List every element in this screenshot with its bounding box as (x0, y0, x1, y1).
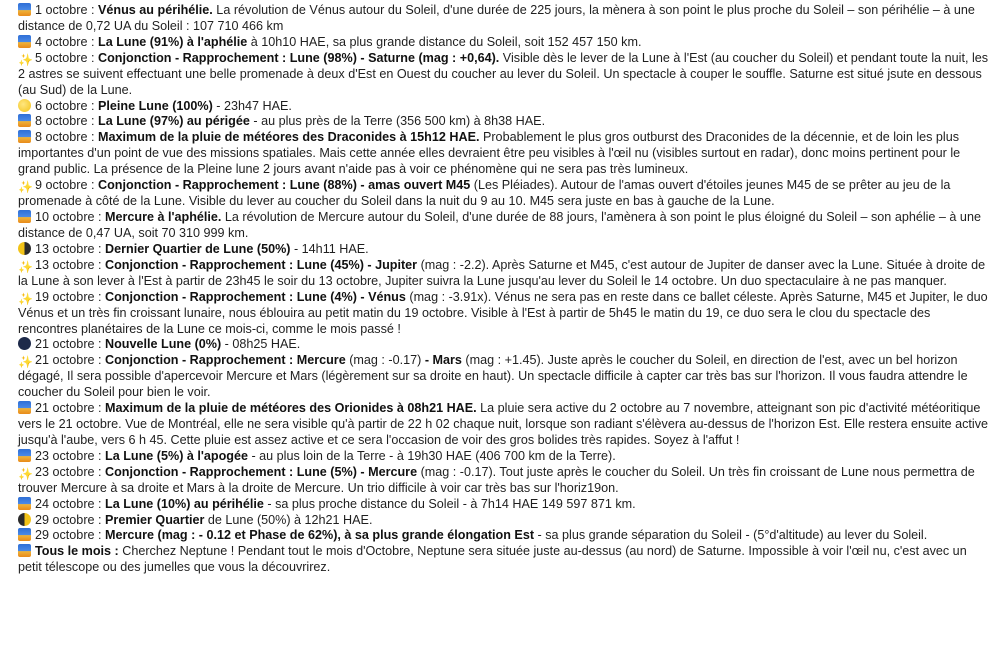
sparkles-icon: ✨ (18, 355, 33, 370)
event-title: Conjonction - Rapprochement : Lune (98%) - Saturne (mag : +0,64). (98, 50, 500, 65)
event-item (18, 258, 992, 290)
event-date: 8 octobre : (35, 130, 99, 145)
photo-icon (18, 544, 31, 557)
event-text: (mag : -0.17) (345, 353, 425, 368)
photo-icon (18, 210, 31, 223)
event-text: La révolution de Vénus autour du Soleil, d'une durée de 225 jours, la mènera à son point le plus proche du Soleil – son périhélie – à une distance de 0,72 UA du Soleil : 107 710 466 km (18, 3, 975, 33)
event-item (18, 497, 992, 513)
full-moon-icon (18, 99, 31, 112)
event-title: Tous le mois : (35, 544, 119, 559)
event-title: Vénus au périhélie. (98, 3, 213, 17)
event-text: (mag : -0.17). Tout juste après le coucher du Soleil. Un très fin croissant de Lune nous permettra de trouver Mercure à sa droite et Mars à la droite de Mercure. Un trio difficile à voir car très bas sur l'horiz19on. (18, 464, 975, 495)
photo-icon (18, 35, 31, 48)
event-item (18, 3, 992, 35)
event-text: de Lune (50%) à 12h21 HAE. (204, 512, 373, 527)
photo-icon (18, 497, 31, 510)
sparkles-icon: ✨ (18, 291, 33, 306)
event-title: La Lune (91%) à l'aphélie (98, 34, 248, 49)
sparkles-icon: ✨ (18, 52, 33, 67)
event-date: 9 octobre : (35, 178, 99, 193)
last-quarter-icon (18, 242, 31, 255)
event-text: - 14h11 HAE. (290, 241, 369, 256)
event-date: 24 octobre : (35, 496, 106, 511)
event-date: 29 octobre : (35, 512, 106, 527)
event-text: à 10h10 HAE, sa plus grande distance du Soleil, soit 152 457 150 km. (247, 34, 642, 49)
event-item (18, 544, 992, 576)
event-item (18, 465, 992, 497)
first-quarter-icon (18, 513, 31, 526)
event-item (18, 114, 992, 130)
event-item (18, 449, 992, 465)
photo-icon (18, 528, 31, 541)
event-text: La révolution de Mercure autour du Soleil, d'une durée de 88 jours, l'amènera à son point le plus éloigné du Soleil – son aphélie – à une distance de 0,47 UA, soit 70 310 999 km. (18, 209, 981, 240)
event-date: 21 octobre : (35, 353, 106, 368)
event-title: Mercure (mag : - 0.12 et Phase de 62%), à sa plus grande élongation Est (105, 528, 535, 543)
event-text: (Les Pléiades). Autour de l'amas ouvert d'étoiles jeunes M45 de se prêter au jeu de la promenade à côté de la Lune. Visible du lever au coucher du Soleil dans la nuit du 9 au 10. M45 sera juste en bas à gauche de la Lune. (18, 178, 951, 209)
event-date: 29 octobre : (35, 528, 106, 543)
sparkles-icon: ✨ (18, 259, 33, 274)
event-text: Visible dès le lever de la Lune à l'Est (au coucher du Soleil) et pendant toute la nuit, les 2 astres se suivent effectuant une belle promenade à deux d'Est en Ouest du coucher au lever du Soleil. Un spectacle à couper le souffle. Saturne est situé jsute en dessous (au Sud) de la Lune. (18, 50, 989, 97)
sparkles-icon: ✨ (18, 466, 33, 481)
event-item (18, 99, 992, 115)
event-title: Maximum de la pluie de météores des Draconides à 15h12 HAE. (98, 130, 480, 145)
event-text: (mag : -2.2). Après Saturne et M45, c'est autour de Jupiter de danser avec la Lune. Située à droite de la Lune à son lever à l'Est à partir de 23h45 le soir du 13 octobre, Jupiter suivra la Lune jusqu'au lever du Soleil le 14 octobre. Un duo spectaculaire à ne pas manquer. (18, 257, 986, 288)
event-date: 13 octobre : (35, 257, 106, 272)
event-title: Conjonction - Rapprochement : Lune (45%) - Jupiter (105, 257, 418, 272)
event-item (18, 51, 992, 99)
event-title: Premier Quartier (105, 512, 205, 527)
event-title: Pleine Lune (100%) (98, 98, 213, 113)
event-text: - 08h25 HAE. (221, 337, 301, 352)
event-text: - sa plus grande séparation du Soleil - (5°d'altitude) au lever du Soleil. (534, 528, 928, 543)
event-date: 1 octobre : (35, 3, 99, 17)
event-text: - au plus près de la Terre (356 500 km) à 8h38 HAE. (249, 114, 546, 129)
event-item (18, 337, 992, 353)
event-date: 19 octobre : (35, 289, 106, 304)
photo-icon (18, 3, 31, 16)
event-title-secondary: - Mars (424, 353, 462, 368)
event-date: 8 octobre : (35, 114, 99, 129)
event-text: (mag : -3.91x). Vénus ne sera pas en reste dans ce ballet céleste. Après Saturne, M45 et Jupiter, le duo Vénus et un très fin croissant lunaire, nous éblouira au petit matin du 19 octobre. Visible à l'Est à partir de 5h45 le matin du 19, ce duo sera le clou du spectacle des rencontres planétaires de la Lune ce mois-ci, comme le mois passé ! (18, 289, 988, 336)
photo-icon (18, 401, 31, 414)
event-title: La Lune (10%) au périhélie (105, 496, 264, 511)
event-date: 21 octobre : (35, 401, 106, 416)
event-title: Conjonction - Rapprochement : Lune (88%) - amas ouvert M45 (98, 178, 471, 193)
event-item (18, 290, 992, 338)
event-date: 23 octobre : (35, 464, 106, 479)
event-date: 23 octobre : (35, 448, 106, 463)
photo-icon (18, 114, 31, 127)
event-text: Cherchez Neptune ! Pendant tout le mois d'Octobre, Neptune sera située juste au-dessus (au nord) de Saturne. Impossible à voir l'œil nu, c'est avec un petit télescope ou des jumelles que vous la découvrirez. (18, 544, 967, 575)
event-item (18, 210, 992, 242)
event-item (18, 353, 992, 401)
photo-icon (18, 130, 31, 143)
event-title: Nouvelle Lune (0%) (105, 337, 222, 352)
event-item (18, 242, 992, 258)
event-item (18, 178, 992, 210)
event-item (18, 513, 992, 529)
event-text-secondary: (mag : +1.45). Juste après le coucher du Soleil, en direction de l'est, avec un bel horizon dégagé, Il sera possible d'apercevoir Mercure et Mars (légèrement sur sa droite en haut). Un spectacle difficile à capter car très bas sur l'horizon. Il vous faudra attendre le coucher du Soleil pour bien le voir. (18, 353, 968, 400)
event-text: - au plus loin de la Terre - à 19h30 HAE (406 700 km de la Terre). (247, 448, 616, 463)
event-item (18, 528, 992, 544)
event-item (18, 401, 992, 449)
photo-icon (18, 449, 31, 462)
event-title: Maximum de la pluie de météores des Orionides à 08h21 HAE. (105, 401, 477, 416)
event-date: 21 octobre : (35, 337, 106, 352)
event-title: La Lune (97%) au périgée (98, 114, 250, 129)
event-item (18, 35, 992, 51)
event-date: 4 octobre : (35, 34, 99, 49)
event-title: Conjonction - Rapprochement : Lune (4%) - Vénus (105, 289, 406, 304)
event-date: 5 octobre : (35, 50, 99, 65)
event-title: Conjonction - Rapprochement : Mercure (105, 353, 346, 368)
event-text: - sa plus proche distance du Soleil - à 7h14 HAE 149 597 871 km. (263, 496, 636, 511)
event-item (18, 130, 992, 178)
event-text: La pluie sera active du 2 octobre au 7 novembre, atteignant son pic d'activité météoritique vers le 21 octobre. Vue de Montréal, elle ne sera visible qu'à partir de 22 h 02 chaque nuit, lorsque son radiant s'élèvera au-dessus de l'horizon Est. Elle restera ensuite active jusqu'à l'aube, vers 6 h 45. Cette pluie est assez active et ce sera l'occasion de voir des gros bolides très rapides. Soyez à l'affut ! (18, 401, 989, 447)
event-title: Conjonction - Rapprochement : Lune (5%) - Mercure (105, 464, 418, 479)
event-date: 10 octobre : (35, 209, 106, 224)
sparkles-icon: ✨ (18, 180, 33, 195)
event-text: Probablement le plus gros outburst des Draconides de la décennie, et de loin les plus importantes d'un point de vue des missions spatiales. Mais cette année elles devraient être peu visibles à l'œil nu (visibles surtout en radar), donc moins pertinent pour le grand public. La présence de la Pleine lune 2 jours avant n'aide pas à voir ce phénomène qui ne sera pas très lumineux. (18, 130, 961, 177)
event-title: Mercure à l'aphélie. (105, 209, 222, 224)
event-title: Dernier Quartier de Lune (50%) (105, 241, 291, 256)
event-date: 6 octobre : (35, 98, 99, 113)
new-moon-icon (18, 337, 31, 350)
event-date: 13 octobre : (35, 241, 106, 256)
event-text: - 23h47 HAE. (212, 98, 292, 113)
event-title: La Lune (5%) à l'apogée (105, 448, 248, 463)
